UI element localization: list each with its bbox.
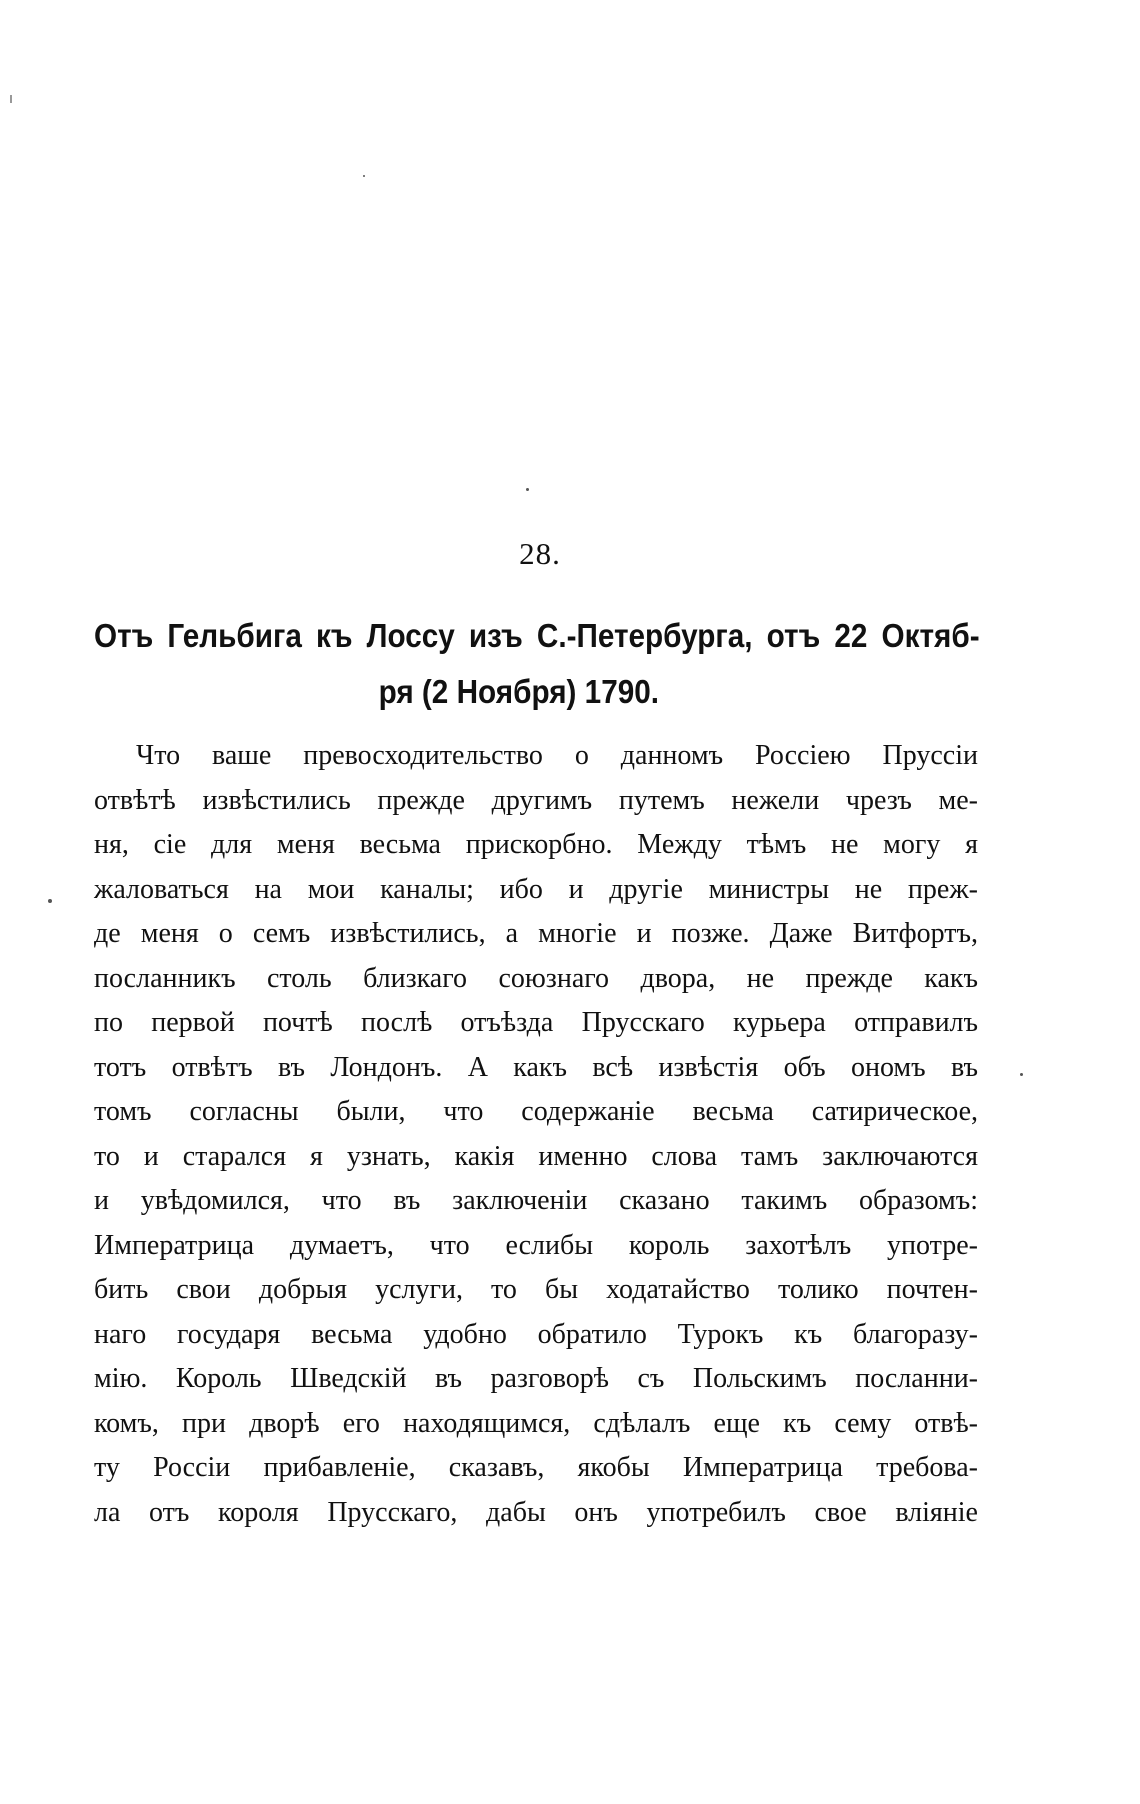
body-line: жаловаться на мои каналы; ибо и другiе министры не преж- <box>94 873 978 905</box>
body-line: посланникъ столь близкаго союзнаго двора, не прежде какъ <box>94 962 978 994</box>
heading-line-1: Отъ Гельбига къ Лоссу изъ С.-Петербурга, отъ 22 Октяб- <box>94 617 980 654</box>
heading-line-2: ря (2 Ноября) 1790. <box>378 673 660 710</box>
body-line: комъ, при дворѣ его находящимся, сдѣлалъ еще къ сему отвѣ- <box>94 1407 978 1439</box>
scan-speck <box>48 899 52 903</box>
body-line: Что ваше превосходительство о данномъ Россiею Пруссiи <box>136 740 978 771</box>
body-line: отвѣтѣ извѣстились прежде другимъ путемъ нежели чрезъ ме- <box>94 784 978 816</box>
body-line: бить свои добрыя услуги, то бы ходатайство толико почтен- <box>94 1274 978 1305</box>
body-line: ла отъ короля Прусскаго, дабы онъ употребилъ свое влiянiе <box>94 1496 978 1528</box>
scan-speck <box>1020 1073 1023 1076</box>
letter-heading <box>94 608 980 720</box>
body-line: по первой почтѣ послѣ отъѣзда Прусскаго курьера отправилъ <box>94 1007 978 1038</box>
body-line: и увѣдомился, что въ заключенiи сказано такимъ образомъ: <box>94 1185 978 1216</box>
section-number: 28. <box>519 536 561 571</box>
body-line: ту Россiи прибавленiе, сказавъ, якобы Императрица требова- <box>94 1452 978 1483</box>
body-line: наго государя весьма удобно обратило Турокъ къ благоразу- <box>94 1318 978 1350</box>
body-line: мiю. Король Шведскiй въ разговорѣ съ Польскимъ посланни- <box>94 1363 978 1394</box>
scan-speck <box>526 488 529 491</box>
letter-body <box>94 734 978 1535</box>
scan-speck <box>10 95 12 103</box>
scan-speck <box>363 175 365 177</box>
body-line: Императрица думаетъ, что еслибы король захотѣлъ употре- <box>94 1229 978 1261</box>
body-line: томъ согласны были, что содержанiе весьма сатирическое, <box>94 1096 978 1127</box>
body-line: де меня о семъ извѣстились, а многiе и позже. Даже Витфортъ, <box>94 918 978 949</box>
body-line: тотъ отвѣтъ въ Лондонъ. А какъ всѣ извѣстiя объ ономъ въ <box>94 1051 978 1083</box>
body-line: то и старался я узнать, какiя именно слова тамъ заключаются <box>94 1140 978 1172</box>
body-line: ня, сiе для меня весьма прискорбно. Между тѣмъ не могу я <box>94 829 978 860</box>
